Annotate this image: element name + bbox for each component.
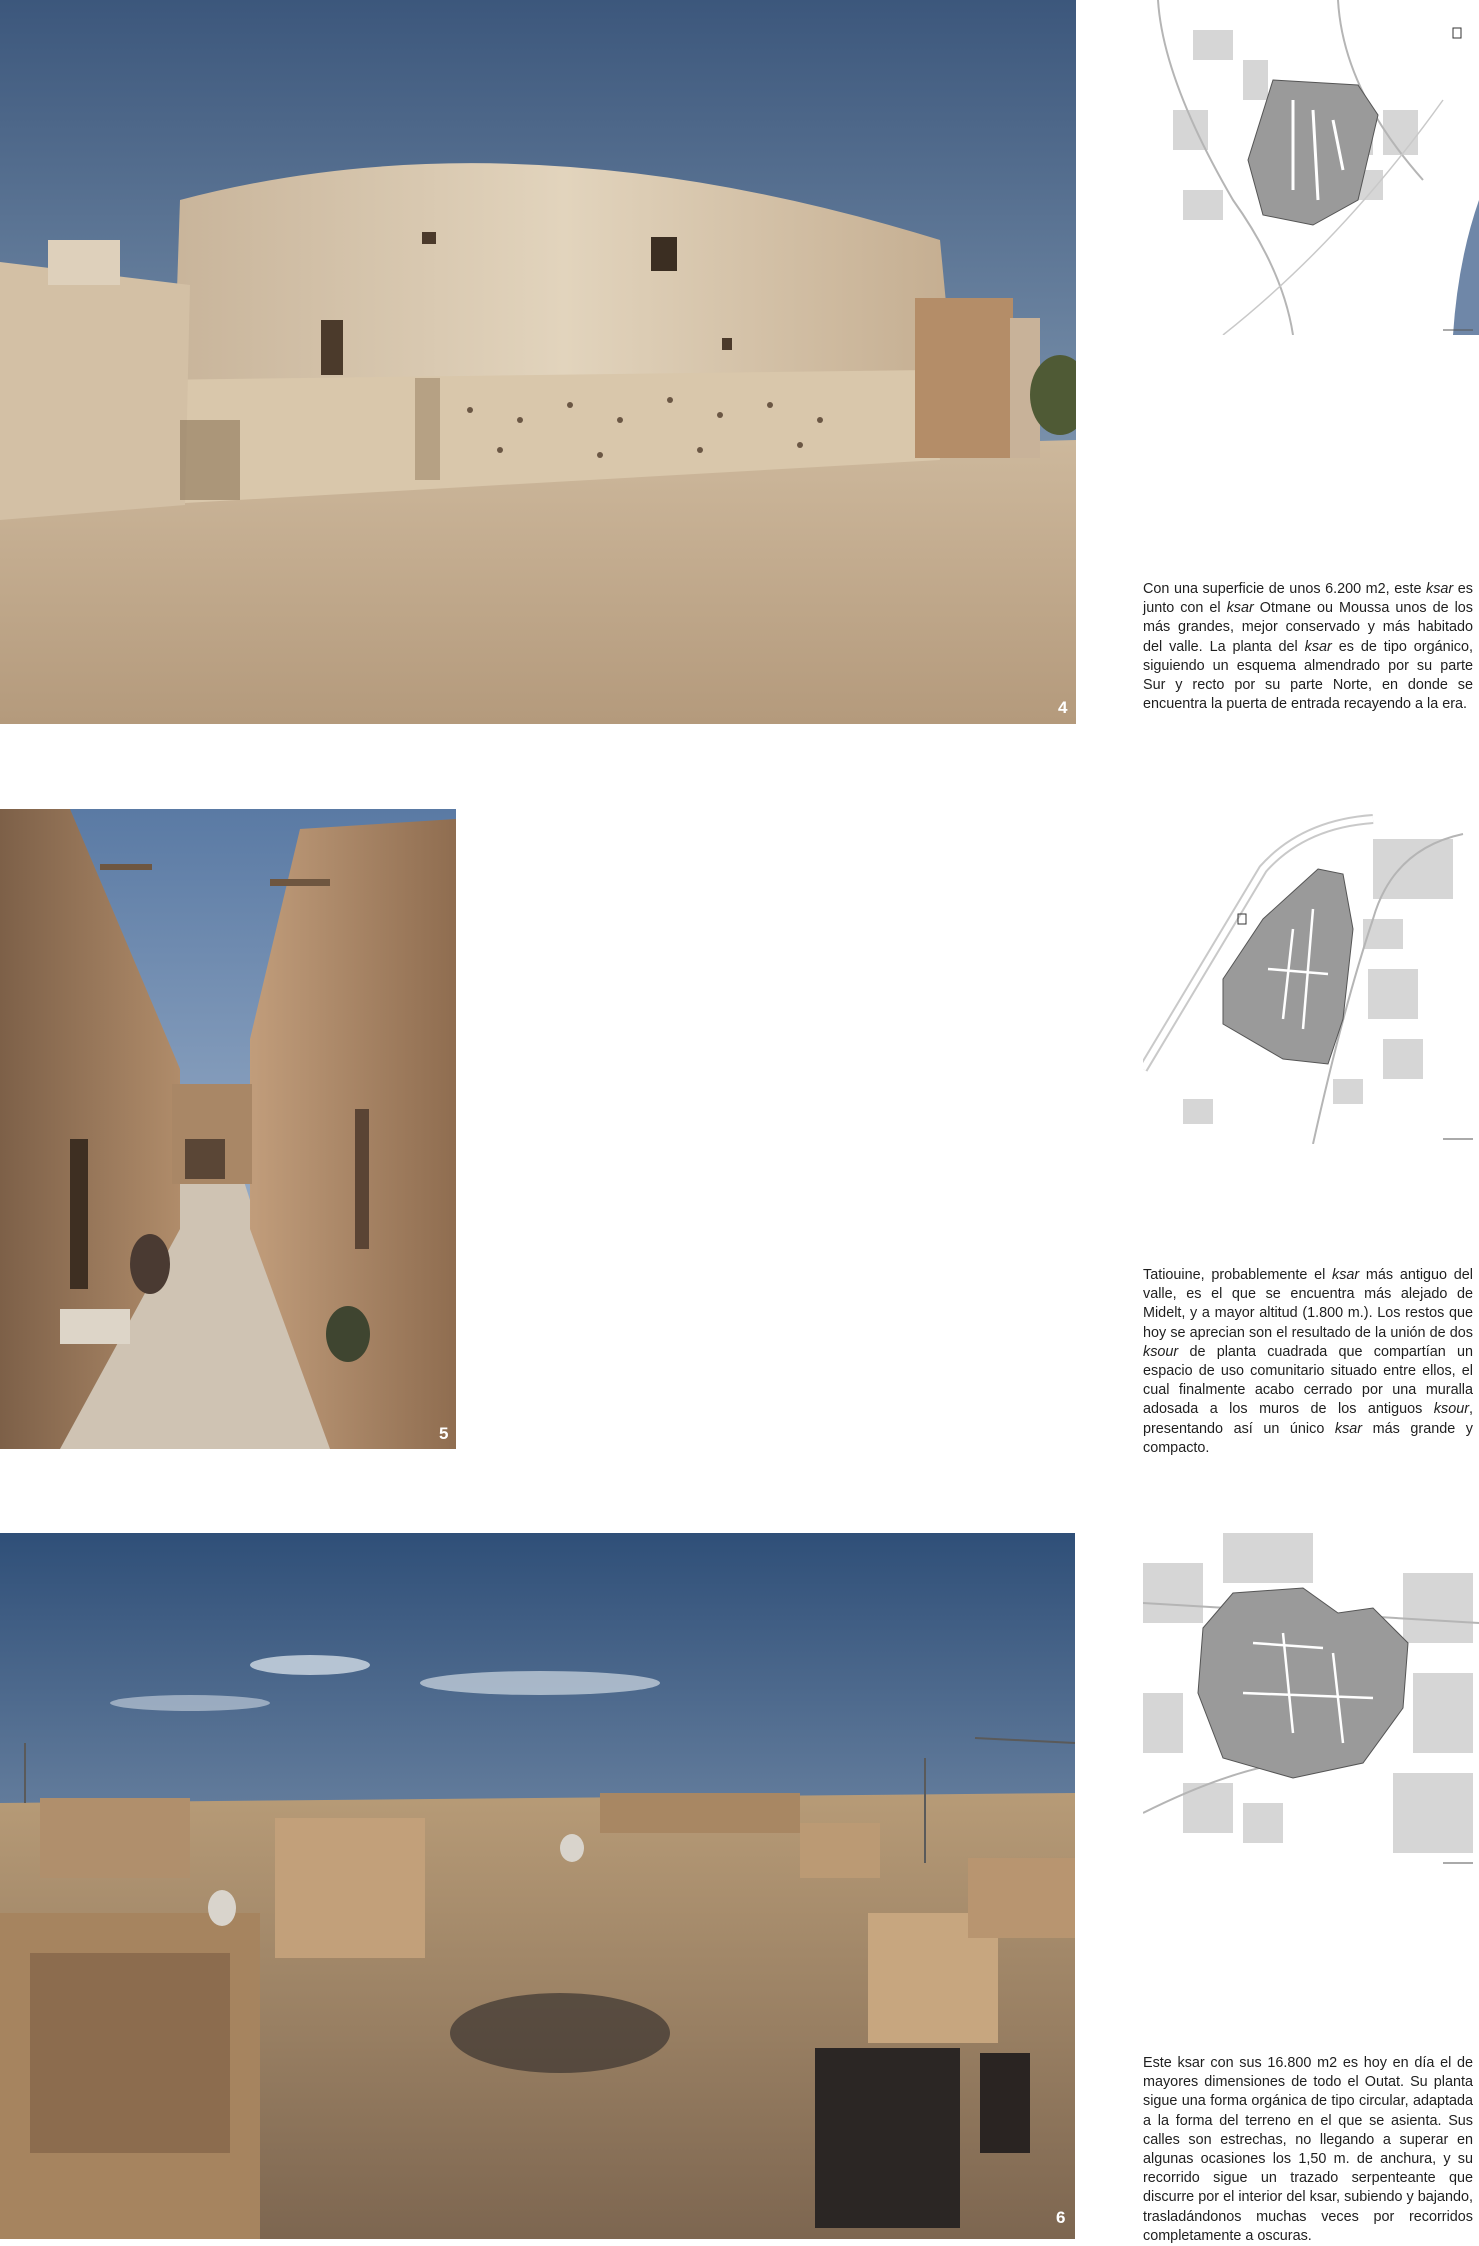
site-plan-2: [1143, 809, 1479, 1144]
figure-number-6: 6: [1056, 2208, 1066, 2227]
site-plan-1: [1143, 0, 1479, 335]
photo-ksar-wall: [0, 0, 1076, 724]
photo-rooftops: [0, 1533, 1075, 2239]
site-plan-3: [1143, 1533, 1479, 1868]
description-ksar-outat: Este ksar con sus 16.800 m2 es hoy en día el de mayores dimensiones de todo el Outat. Su planta sigue una forma orgánica de tipo circular, adaptada a la forma del terreno en el que se asienta. Sus calles son estrechas, no llegando a superar en algunas ocasiones los 1,50 m. de anchura, y su recorrido sigue un trazado serpenteante que discurre por el interior del ksar, subiendo y bajando, trasladándonos muchas veces por recorridos completamente a oscuras.: [1143, 2055, 1473, 2244]
photo-narrow-street: [0, 809, 456, 1449]
description-ksar-1: Con una superficie de unos 6.200 m2, este ksar es junto con el ksar Otmane ou Moussa unos de los más grandes, mejor conservado y más habitado del valle. La planta del ksar es de tipo orgánico, siguiendo un esquema almendrado por su parte Sur y recto por su parte Norte, en donde se encuentra la puerta de entrada recayendo a la era.: [1143, 581, 1473, 713]
figure-number-5: 5: [439, 1424, 449, 1443]
description-ksar-tatiouine: Tatiouine, probablemente el ksar más antiguo del valle, es el que se encuentra más alejado de Midelt, y a mayor altitud (1.800 m.). Los restos que hoy se aprecian son el resultado de la unión de dos ksour de planta cuadrada que compartían un espacio de uso comunitario situado entre ellos, el cual finalmente acabo cerrado por una muralla adosada a los muros de los antiguos ksour, presentando así un único ksar más grande y compacto.: [1143, 1267, 1473, 1456]
figure-number-4: 4: [1058, 698, 1068, 717]
